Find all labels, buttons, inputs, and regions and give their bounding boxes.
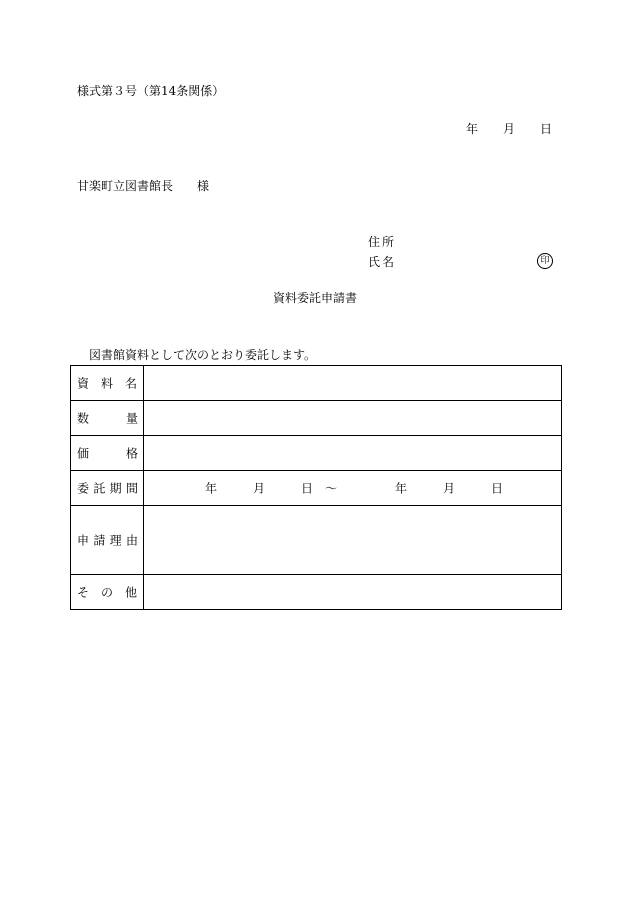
value-material-name[interactable]: [144, 366, 562, 401]
label-char: 申: [77, 533, 90, 548]
table-row: [71, 471, 562, 506]
value-other[interactable]: [144, 575, 562, 610]
value-quantity[interactable]: [144, 401, 562, 436]
label-char: 請: [93, 533, 106, 548]
document-title: 資料委託申請書: [272, 291, 357, 305]
table-row: [71, 366, 562, 401]
label-char: 数: [77, 411, 90, 426]
label-char: 委: [77, 481, 90, 496]
label-quantity: [71, 401, 144, 436]
period-start-month: 月: [253, 481, 266, 496]
label-material-name: [71, 366, 144, 401]
label-other: [71, 575, 144, 610]
period-start-day: 日: [301, 481, 314, 496]
label-char: 価: [77, 446, 90, 461]
period-end-day: 日: [491, 481, 504, 496]
label-char: 期: [109, 481, 122, 496]
label-char: 他: [124, 585, 137, 600]
addressee-name: 甘楽町立図書館長: [77, 179, 174, 193]
label-char: 料: [100, 376, 113, 391]
period-start-year: 年: [205, 481, 218, 496]
table-row: [71, 506, 562, 575]
label-char: 資: [77, 376, 90, 391]
label-char: 量: [125, 411, 138, 426]
date-line: [466, 121, 552, 137]
date-month: 月: [503, 122, 516, 136]
table-row: [71, 436, 562, 471]
date-year: 年: [466, 122, 479, 136]
label-char: 理: [109, 533, 122, 548]
date-day: 日: [540, 122, 553, 136]
label-reason: [71, 506, 144, 575]
label-char: そ: [77, 585, 90, 600]
seal-mark: 印: [537, 253, 553, 269]
intro-text: 図書館資料として次のとおり委託します。: [89, 348, 317, 362]
period-end-month: 月: [443, 481, 456, 496]
label-char: 格: [125, 446, 138, 461]
addressee: [77, 178, 209, 194]
label-char: 間: [125, 481, 138, 496]
table-row: [71, 575, 562, 610]
addressee-honorific: 様: [197, 179, 210, 193]
period-tilde: ～: [325, 481, 338, 496]
period-end-year: 年: [395, 481, 408, 496]
label-price: [71, 436, 144, 471]
label-char: の: [100, 585, 113, 600]
label-char: 託: [93, 481, 106, 496]
value-reason[interactable]: [144, 506, 562, 575]
label-char: 由: [125, 533, 138, 548]
name-label: 氏名: [368, 255, 397, 269]
form-number: 様式第３号（第14条関係）: [77, 84, 225, 98]
label-char: 名: [124, 376, 137, 391]
table-row: [71, 401, 562, 436]
value-price[interactable]: [144, 436, 562, 471]
value-consignment-period[interactable]: [144, 471, 562, 506]
address-label: 住所: [368, 235, 397, 249]
label-consignment-period: [71, 471, 144, 506]
application-table: [70, 365, 562, 610]
